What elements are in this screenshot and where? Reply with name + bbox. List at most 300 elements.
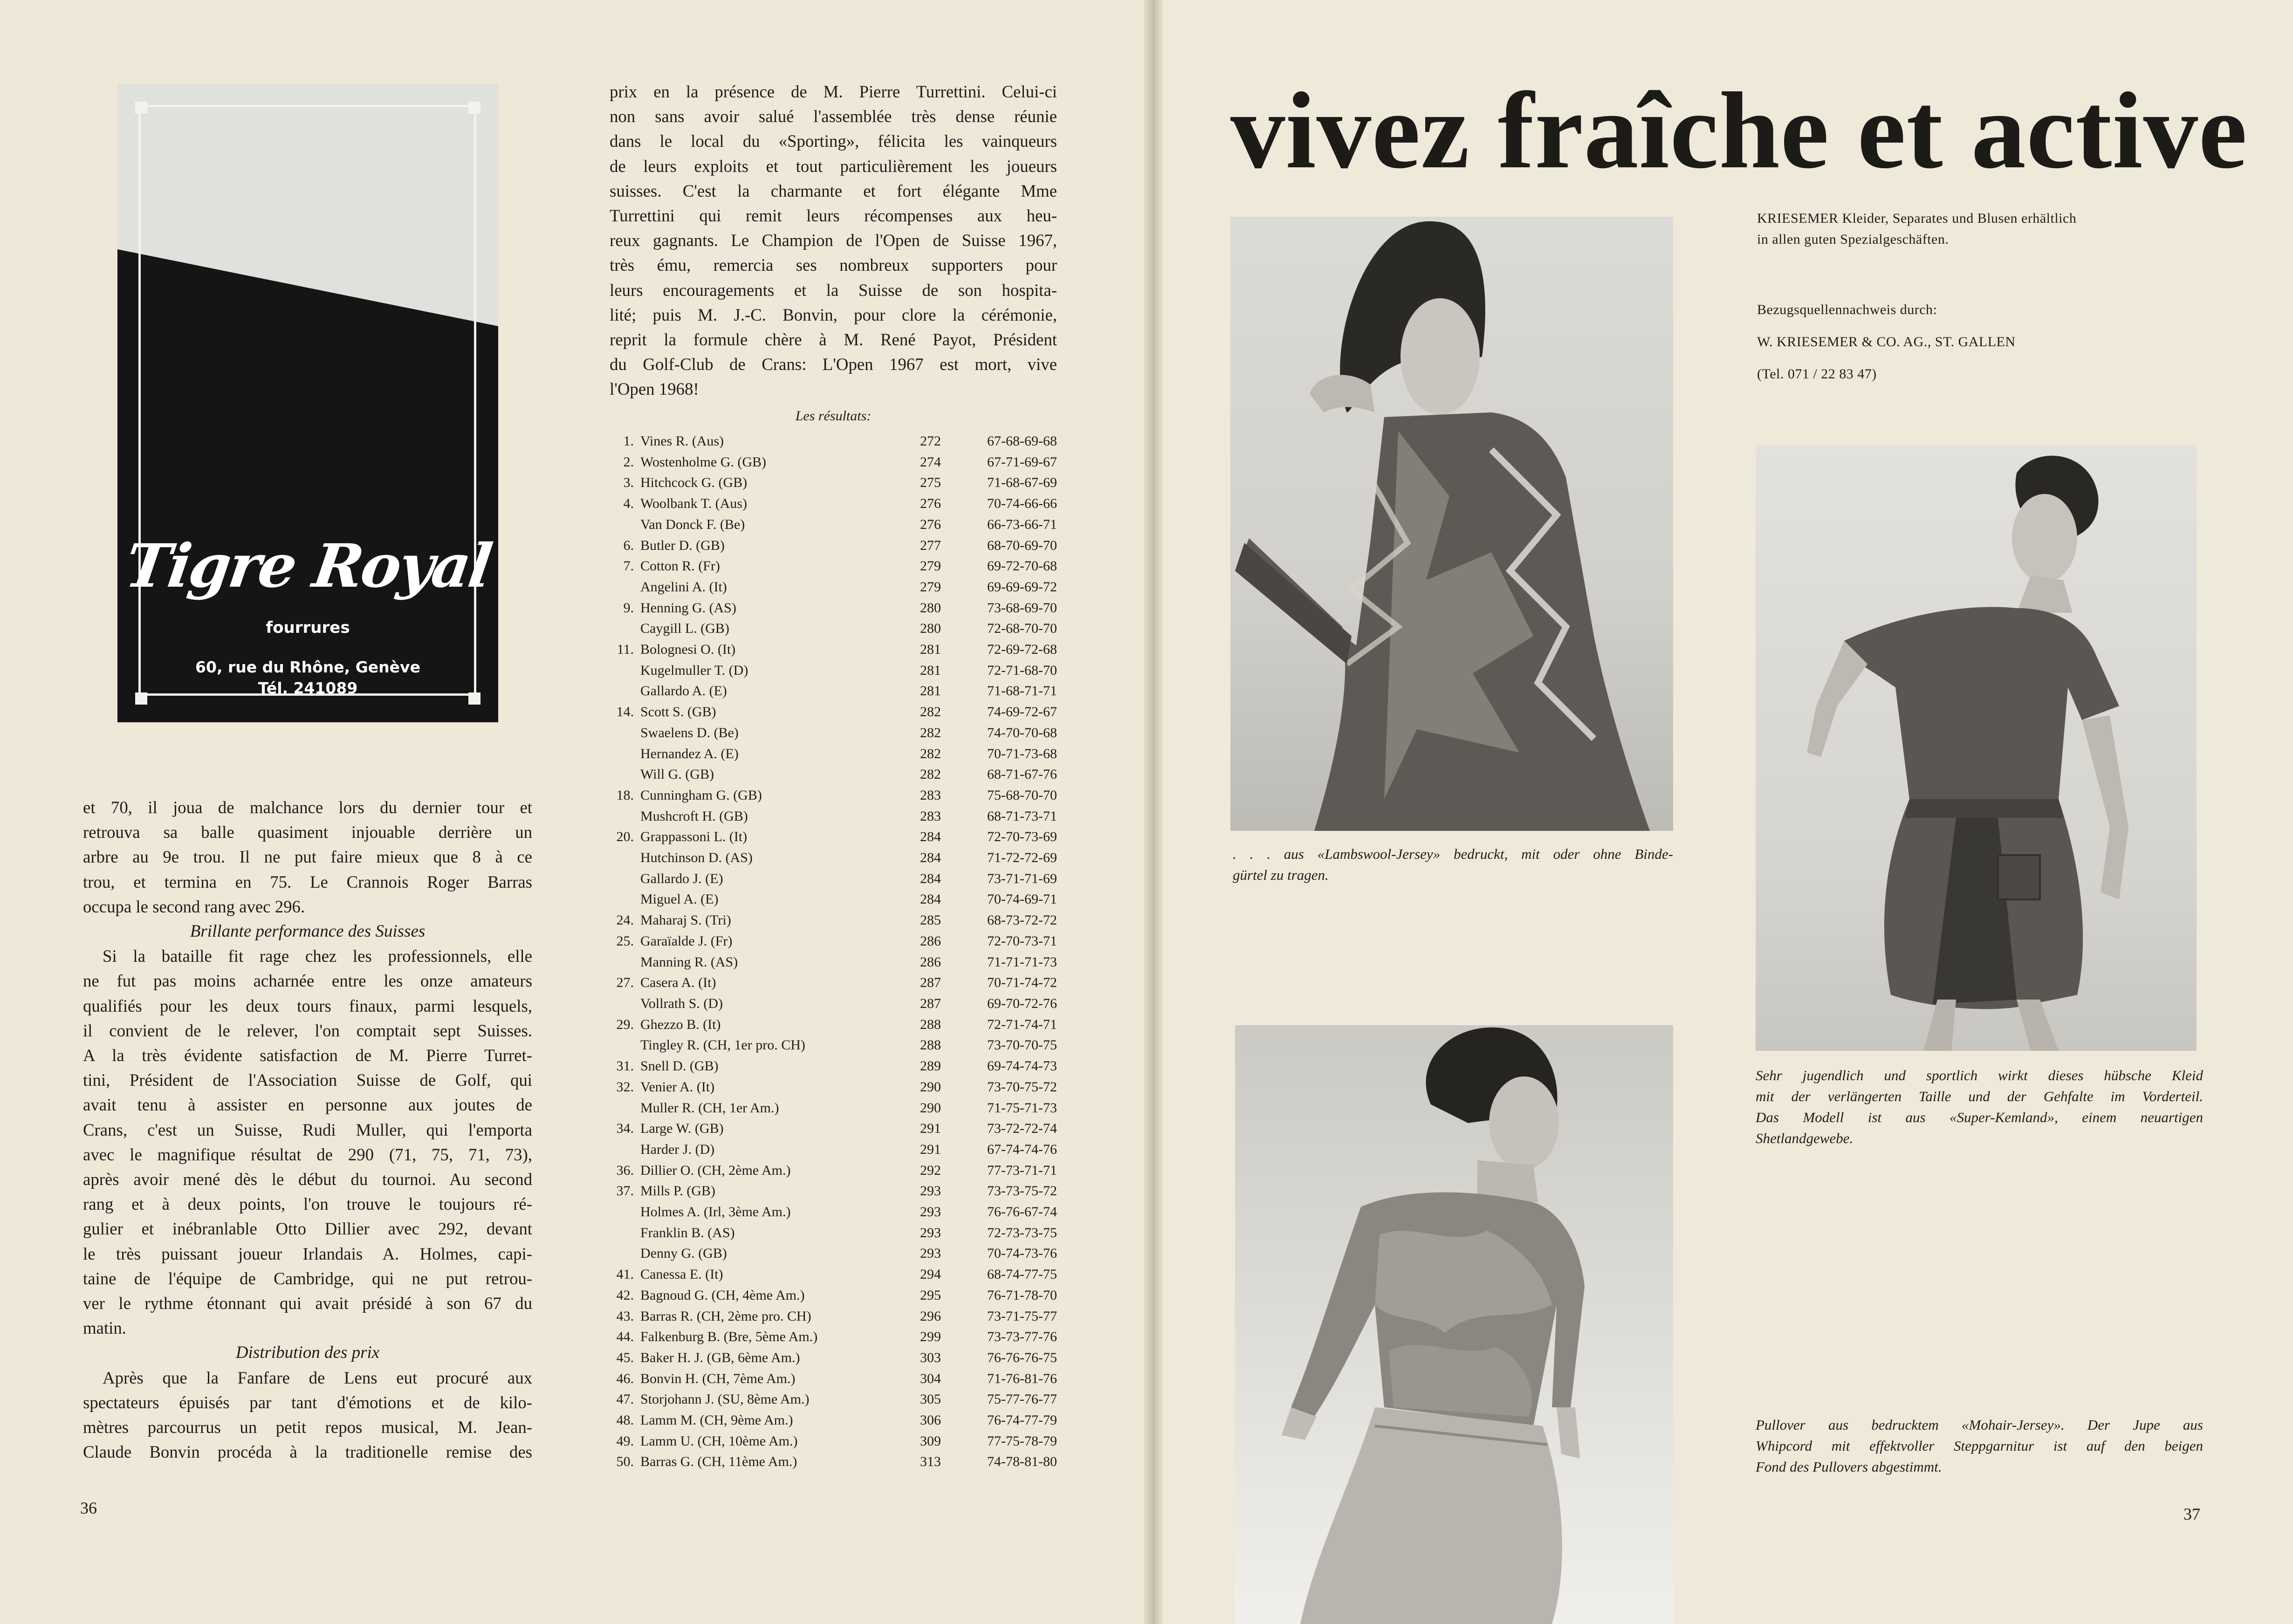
left-text-column (83, 795, 532, 1464)
result-total: 276 (920, 516, 941, 532)
table-row (610, 639, 1057, 660)
result-total: 283 (920, 787, 941, 803)
result-player: Angelini A. (It) (640, 579, 727, 595)
result-rank: 49. (616, 1433, 634, 1449)
result-player: Bagnoud G. (CH, 4ème Am.) (640, 1287, 805, 1303)
result-rounds: 68-73-72-72 (987, 912, 1057, 928)
text-line: l'Open 1968! (610, 379, 699, 399)
table-row (610, 1056, 1057, 1077)
text-line: Claude Bonvin procéda à la traditionelle remise des (83, 1442, 532, 1462)
ad-phone: Tél. 241089 (258, 679, 358, 697)
model-illustration (1230, 217, 1673, 831)
table-row (610, 827, 1057, 848)
result-rounds: 72-70-73-69 (987, 829, 1057, 845)
result-rounds: 73-70-75-72 (987, 1079, 1057, 1095)
result-total: 296 (920, 1308, 941, 1324)
middle-text-column (610, 79, 1057, 402)
result-player: Garaïalde J. (Fr) (640, 933, 733, 949)
result-rank (610, 1223, 640, 1244)
result-player: Scott S. (GB) (640, 704, 716, 720)
result-rounds: 69-74-74-73 (987, 1058, 1057, 1074)
table-row (610, 973, 1057, 994)
caption-line: Sehr jugendlich und sportlich wirkt dieses hübsche Kleid (1756, 1067, 2203, 1083)
result-total: 309 (920, 1433, 941, 1449)
result-rounds: 68-70-69-70 (987, 537, 1057, 553)
result-total: 295 (920, 1287, 941, 1303)
result-total: 277 (920, 537, 941, 553)
result-rounds: 72-73-73-75 (987, 1225, 1057, 1240)
result-rank: 25. (616, 933, 634, 949)
caption-lambswool (1233, 843, 1673, 885)
result-total: 284 (920, 850, 941, 866)
result-rounds: 75-68-70-70 (987, 787, 1057, 803)
table-row (610, 598, 1057, 619)
result-player: Venier A. (It) (640, 1079, 715, 1095)
result-player: Bonvin H. (CH, 7ème Am.) (640, 1370, 796, 1386)
result-rank: 29. (616, 1016, 634, 1032)
result-rounds: 66-73-66-71 (987, 516, 1057, 532)
result-rank: 1. (623, 433, 634, 449)
table-row (610, 577, 1057, 598)
table-row (610, 681, 1057, 702)
text-line: spectateurs épuisés par tant d'émotions et de kilo- (83, 1392, 532, 1412)
result-total: 292 (920, 1162, 941, 1178)
result-rounds: 70-71-73-68 (987, 746, 1057, 761)
result-rank: 32. (616, 1079, 634, 1095)
result-player: Lamm M. (CH, 9ème Am.) (640, 1412, 793, 1428)
page-number-right: 37 (2183, 1505, 2200, 1523)
result-player: Butler D. (GB) (640, 537, 725, 553)
result-player: Cunningham G. (GB) (640, 787, 762, 803)
result-player: Manning R. (AS) (640, 954, 738, 970)
result-rounds: 68-71-73-71 (987, 808, 1057, 824)
result-player: Casera A. (It) (640, 975, 716, 991)
table-row (610, 452, 1057, 473)
text-line: Turrettini qui remit leurs récompenses aux heu- (610, 206, 1057, 226)
result-total: 283 (920, 808, 941, 824)
caption-line: gürtel zu tragen. (1233, 867, 1329, 883)
result-total: 284 (920, 891, 941, 907)
caption-line: Whipcord mit effektvoller Steppgarnitur ist auf den beigen (1756, 1438, 2203, 1454)
company-name: W. KRIESEMER & CO. AG., ST. GALLEN (1757, 334, 2016, 349)
result-rank (610, 1202, 640, 1223)
table-row (610, 744, 1057, 765)
caption-line: . . . aus «Lambswool-Jersey» bedruckt, mit oder ohne Binde- (1233, 846, 1673, 862)
table-row (610, 1264, 1057, 1285)
result-rounds: 73-71-71-69 (987, 870, 1057, 886)
table-row (610, 869, 1057, 890)
ad-brand-logo: Tigre Royal (121, 531, 495, 601)
text-line: prix en la présence de M. Pierre Turrettini. Celui-ci (610, 82, 1057, 101)
text-line: reux gagnants. Le Champion de l'Open de Suisse 1967, (610, 231, 1057, 250)
result-rounds: 73-73-77-76 (987, 1329, 1057, 1345)
result-total: 313 (920, 1454, 941, 1470)
table-row (610, 431, 1057, 452)
result-rounds: 76-76-67-74 (987, 1204, 1057, 1220)
text-line: taine de l'équipe de Cambridge, qui ne put retrou- (83, 1268, 532, 1288)
tigre-royal-advertisement (117, 84, 498, 722)
text-line: lité; puis M. J.-C. Bonvin, pour clore la cérémonie, (610, 305, 1057, 324)
result-rounds: 77-73-71-71 (987, 1162, 1057, 1178)
result-rank (610, 681, 640, 702)
table-row (610, 514, 1057, 535)
result-rank (610, 744, 640, 765)
table-row (610, 1410, 1057, 1431)
result-total: 306 (920, 1412, 941, 1428)
result-player: Barras G. (CH, 11ème Am.) (640, 1454, 797, 1470)
result-player: Caygill L. (GB) (640, 621, 729, 637)
result-total: 282 (920, 746, 941, 761)
ad-frame (138, 105, 476, 696)
table-row (610, 1077, 1057, 1098)
result-total: 287 (920, 995, 941, 1011)
company-phone: (Tel. 071 / 22 83 47) (1757, 366, 1877, 382)
result-player: Tingley R. (CH, 1er pro. CH) (640, 1037, 805, 1053)
table-row (610, 556, 1057, 577)
result-rank: 20. (616, 829, 634, 845)
result-rounds: 74-70-70-68 (987, 725, 1057, 740)
result-rounds: 71-71-71-73 (987, 954, 1057, 970)
result-total: 299 (920, 1329, 941, 1345)
result-rounds: 72-70-73-71 (987, 933, 1057, 949)
result-rounds: 70-74-66-66 (987, 496, 1057, 512)
text-line: dans le local du «Sporting», félicita les vainqueurs (610, 131, 1057, 151)
result-rank: 9. (623, 600, 634, 616)
paragraph-prizes (610, 79, 1057, 402)
result-total: 282 (920, 767, 941, 782)
table-row (610, 1431, 1057, 1452)
table-row (610, 994, 1057, 1014)
table-row (610, 1098, 1057, 1119)
result-player: Miguel A. (E) (640, 891, 719, 907)
caption-line: Fond des Pullovers abgestimmt. (1756, 1459, 1942, 1475)
result-total: 293 (920, 1183, 941, 1199)
text-line: A la très évidente satisfaction de M. Pierre Turret- (83, 1046, 532, 1065)
table-row (610, 931, 1057, 952)
text-line: retrouva sa balle quasiment injouable derrière un (83, 822, 532, 842)
result-rounds: 74-78-81-80 (987, 1454, 1057, 1470)
result-player: Hernandez A. (E) (640, 746, 739, 761)
text-line: ne fut pas moins acharnée entre les onze amateurs (83, 971, 532, 991)
caption-line: Pullover aus bedrucktem «Mohair-Jersey». Der Jupe aus (1756, 1417, 2203, 1433)
table-row (610, 1035, 1057, 1056)
text-line: Si la bataille fit rage chez les professionnels, elle (103, 946, 532, 966)
result-player: Swaelens D. (Be) (640, 725, 739, 740)
result-rounds: 71-75-71-73 (987, 1100, 1057, 1116)
result-rounds: 67-71-69-67 (987, 454, 1057, 470)
result-player: Ghezzo B. (It) (640, 1016, 721, 1032)
caption-line: Shetlandgewebe. (1756, 1130, 1854, 1146)
result-rank: 37. (616, 1183, 634, 1199)
results-title: Les résultats: (795, 408, 872, 424)
result-rounds: 76-71-78-70 (987, 1287, 1057, 1303)
result-rank (610, 577, 640, 598)
text-line: qualifiés pour les deux tours finaux, parmi lesquels, (83, 996, 532, 1015)
text-line: matin. (83, 1318, 126, 1338)
result-rank: 14. (616, 704, 634, 720)
result-player: Lamm U. (CH, 10ème Am.) (640, 1433, 798, 1449)
paragraph-1 (83, 795, 532, 919)
result-rank (610, 764, 640, 785)
result-rounds: 71-72-72-69 (987, 850, 1057, 866)
result-total: 303 (920, 1350, 941, 1365)
text-line: il convient de le relever, l'on comptait sept Suisses. (83, 1021, 532, 1040)
table-row (610, 702, 1057, 723)
text-line: et 70, il joua de malchance lors du dernier tour et (83, 798, 532, 817)
section-heading-swiss: Brillante performance des Suisses (190, 922, 426, 941)
result-total: 274 (920, 454, 941, 470)
table-row (610, 473, 1057, 493)
text-line: arbre au 9e trou. Il ne put faire mieux que 8 à ce (83, 847, 532, 867)
result-player: Holmes A. (Irl, 3ème Am.) (640, 1204, 791, 1220)
table-row (610, 764, 1057, 785)
result-rounds: 72-71-74-71 (987, 1016, 1057, 1032)
result-rank: 46. (616, 1370, 634, 1386)
result-player: Maharaj S. (Tri) (640, 912, 731, 928)
result-player: Woolbank T. (Aus) (640, 496, 747, 512)
result-total: 272 (920, 433, 941, 449)
table-row (610, 1014, 1057, 1035)
table-row (610, 493, 1057, 514)
result-rounds: 73-71-75-77 (987, 1308, 1057, 1324)
table-row (610, 1202, 1057, 1223)
result-rank: 24. (616, 912, 634, 928)
result-rank: 27. (616, 975, 634, 991)
table-row (610, 848, 1057, 869)
result-rank (610, 952, 640, 973)
table-row (610, 1452, 1057, 1473)
result-total: 291 (920, 1121, 941, 1137)
paragraph-2 (83, 944, 532, 1340)
result-player: Wostenholme G. (GB) (640, 454, 767, 470)
result-total: 279 (920, 579, 941, 595)
table-row (610, 889, 1057, 910)
result-rounds: 68-71-67-76 (987, 767, 1057, 782)
results-table (610, 431, 1057, 1473)
result-total: 284 (920, 829, 941, 845)
result-player: Barras R. (CH, 2ème pro. CH) (640, 1308, 811, 1324)
result-total: 281 (920, 662, 941, 678)
result-rounds: 68-74-77-75 (987, 1267, 1057, 1282)
result-player: Snell D. (GB) (640, 1058, 719, 1074)
result-rank: 7. (623, 558, 634, 574)
result-rank (610, 1139, 640, 1160)
result-rank: 4. (623, 496, 634, 512)
result-player: Falkenburg B. (Bre, 5ème Am.) (640, 1329, 818, 1345)
result-rank: 43. (616, 1308, 634, 1324)
result-total: 282 (920, 704, 941, 720)
text-line: leurs encouragements et la Suisse de son hospita- (610, 280, 1057, 300)
table-row (610, 785, 1057, 806)
result-rank: 3. (623, 475, 634, 491)
result-total: 284 (920, 870, 941, 886)
table-row (610, 806, 1057, 827)
caption-super-kemland (1756, 1065, 2203, 1149)
text-line: Crans, c'est un Suisse, Rudi Muller, qui l'emporta (83, 1120, 532, 1139)
result-rank: 6. (623, 537, 634, 553)
table-row (610, 1306, 1057, 1327)
result-total: 286 (920, 933, 941, 949)
headline: vivez fraîche et active (1230, 70, 2248, 191)
text-line: Après que la Fanfare de Lens eut procuré aux (103, 1368, 532, 1387)
result-rank: 31. (616, 1058, 634, 1074)
result-total: 280 (920, 600, 941, 616)
result-rank (610, 660, 640, 681)
result-player: Gallardo J. (E) (640, 870, 723, 886)
result-rank (610, 889, 640, 910)
result-player: Mushcroft H. (GB) (640, 808, 748, 824)
table-row (610, 535, 1057, 556)
result-player: Bolognesi O. (It) (640, 642, 736, 658)
photo-mohair-pullover (1235, 1025, 1673, 1624)
result-rank: 50. (616, 1454, 634, 1470)
result-rounds: 76-74-77-79 (987, 1412, 1057, 1428)
table-row (610, 1285, 1057, 1306)
ad-frame-corner (135, 102, 147, 114)
table-row (610, 1389, 1057, 1410)
result-rank: 34. (616, 1121, 634, 1137)
table-row (610, 1139, 1057, 1160)
result-player: Mills P. (GB) (640, 1183, 715, 1199)
ad-frame-corner (468, 102, 481, 114)
result-total: 294 (920, 1267, 941, 1282)
left-page (0, 0, 1144, 1624)
result-rounds: 72-69-72-68 (987, 642, 1057, 658)
text-line: le très puissant joueur Irlandais A. Holmes, capi- (83, 1244, 532, 1263)
paragraph-3 (83, 1365, 532, 1465)
result-player: Hutchinson D. (AS) (640, 850, 753, 866)
result-rounds: 70-74-69-71 (987, 891, 1057, 907)
result-rounds: 67-74-74-76 (987, 1141, 1057, 1157)
table-row (610, 1181, 1057, 1202)
result-total: 275 (920, 475, 941, 491)
table-row (610, 1118, 1057, 1139)
text-line: non sans avoir salué l'assemblée très dense réunie (610, 107, 1057, 126)
source-label: Bezugsquellennachweis durch: (1757, 302, 1937, 317)
result-rounds: 73-70-70-75 (987, 1037, 1057, 1053)
result-player: Muller R. (CH, 1er Am.) (640, 1100, 779, 1116)
result-total: 282 (920, 725, 941, 740)
result-rank: 42. (616, 1287, 634, 1303)
result-total: 288 (920, 1037, 941, 1053)
result-rank (610, 994, 640, 1014)
text-line: occupa le second rang avec 296. (83, 897, 305, 916)
result-player: Vines R. (Aus) (640, 433, 724, 449)
result-rank (610, 723, 640, 744)
table-row (610, 1369, 1057, 1390)
result-player: Large W. (GB) (640, 1121, 724, 1137)
result-rounds: 69-72-70-68 (987, 558, 1057, 574)
result-rounds: 76-76-76-75 (987, 1350, 1057, 1365)
result-total: 290 (920, 1079, 941, 1095)
result-total: 289 (920, 1058, 941, 1074)
photo-sporty-dress (1756, 445, 2197, 1051)
result-rounds: 69-70-72-76 (987, 995, 1057, 1011)
result-player: Storjohann J. (SU, 8ème Am.) (640, 1391, 810, 1407)
result-total: 293 (920, 1204, 941, 1220)
result-total: 305 (920, 1391, 941, 1407)
result-rounds: 75-77-76-77 (987, 1391, 1057, 1407)
text-line: de leurs exploits et tout particulièrement les joueurs (610, 156, 1057, 176)
table-row (610, 660, 1057, 681)
result-player: Kugelmuller T. (D) (640, 662, 748, 678)
table-row (610, 910, 1057, 931)
text-line: tini, Président de l'Association Suisse de Golf, qui (83, 1070, 532, 1090)
result-total: 279 (920, 558, 941, 574)
result-player: Grappassoni L. (It) (640, 829, 748, 845)
table-row (610, 1327, 1057, 1348)
table-row (610, 1160, 1057, 1181)
result-rank: 41. (616, 1267, 634, 1282)
brand-info-line: in allen guten Spezialgeschäften. (1757, 232, 1949, 247)
text-line: après avoir mené dès le début du tournoi. Au second (83, 1170, 532, 1189)
result-player: Hitchcock G. (GB) (640, 475, 748, 491)
photo-printed-jersey-dress (1230, 217, 1673, 831)
result-rank: 18. (616, 787, 634, 803)
result-total: 281 (920, 683, 941, 699)
table-row (610, 1348, 1057, 1369)
text-line: rang et à deux points, l'on trouve le toujours ré- (83, 1194, 532, 1214)
text-line: avait tenu à assister en personne aux joutes de (83, 1095, 532, 1115)
result-player: Will G. (GB) (640, 767, 714, 782)
result-rounds: 73-68-69-70 (987, 600, 1057, 616)
result-player: Harder J. (D) (640, 1141, 715, 1157)
table-row (610, 1243, 1057, 1264)
table-row (610, 1223, 1057, 1244)
brand-info-line: KRIESEMER Kleider, Separates und Blusen erhältlich (1757, 211, 2077, 226)
spine-gutter (1144, 0, 1163, 1624)
result-rounds: 74-69-72-67 (987, 704, 1057, 720)
result-rank: 36. (616, 1162, 634, 1178)
result-player: Cotton R. (Fr) (640, 558, 720, 574)
result-rounds: 73-73-75-72 (987, 1183, 1057, 1199)
result-player: Gallardo A. (E) (640, 683, 727, 699)
result-player: Vollrath S. (D) (640, 995, 723, 1011)
result-player: Canessa E. (It) (640, 1267, 723, 1282)
result-player: Baker H. J. (GB, 6ème Am.) (640, 1350, 800, 1365)
caption-line: Das Modell ist aus «Super-Kemland», einem neuartigen (1756, 1109, 2203, 1125)
result-total: 280 (920, 621, 941, 637)
result-rank: 47. (616, 1391, 634, 1407)
caption-line: mit der verlängerten Taille und der Gehfalte im Vorderteil. (1756, 1088, 2203, 1104)
result-total: 287 (920, 975, 941, 991)
text-line: trou, et termina en 75. Le Crannois Roger Barras (83, 872, 532, 891)
text-line: suisses. C'est la charmante et fort élégante Mme (610, 181, 1057, 200)
result-rounds: 69-69-69-72 (987, 579, 1057, 595)
result-rank (610, 848, 640, 869)
model-illustration (1756, 445, 2197, 1051)
result-total: 276 (920, 496, 941, 512)
result-total: 281 (920, 642, 941, 658)
result-rounds: 70-74-73-76 (987, 1246, 1057, 1261)
text-line: ver le rythme étonnant qui avait présidé à son 67 du (83, 1294, 532, 1313)
result-rank (610, 618, 640, 639)
result-total: 293 (920, 1225, 941, 1240)
result-rounds: 70-71-74-72 (987, 975, 1057, 991)
result-rounds: 72-68-70-70 (987, 621, 1057, 637)
result-rank (610, 514, 640, 535)
result-rounds: 71-68-67-69 (987, 475, 1057, 491)
result-rounds: 77-75-78-79 (987, 1433, 1057, 1449)
model-illustration (1235, 1025, 1673, 1624)
result-rank (610, 869, 640, 890)
result-total: 285 (920, 912, 941, 928)
result-rank (610, 1098, 640, 1119)
result-total: 293 (920, 1246, 941, 1261)
result-player: Denny G. (GB) (640, 1246, 727, 1261)
table-row (610, 723, 1057, 744)
result-rounds: 71-68-71-71 (987, 683, 1057, 699)
